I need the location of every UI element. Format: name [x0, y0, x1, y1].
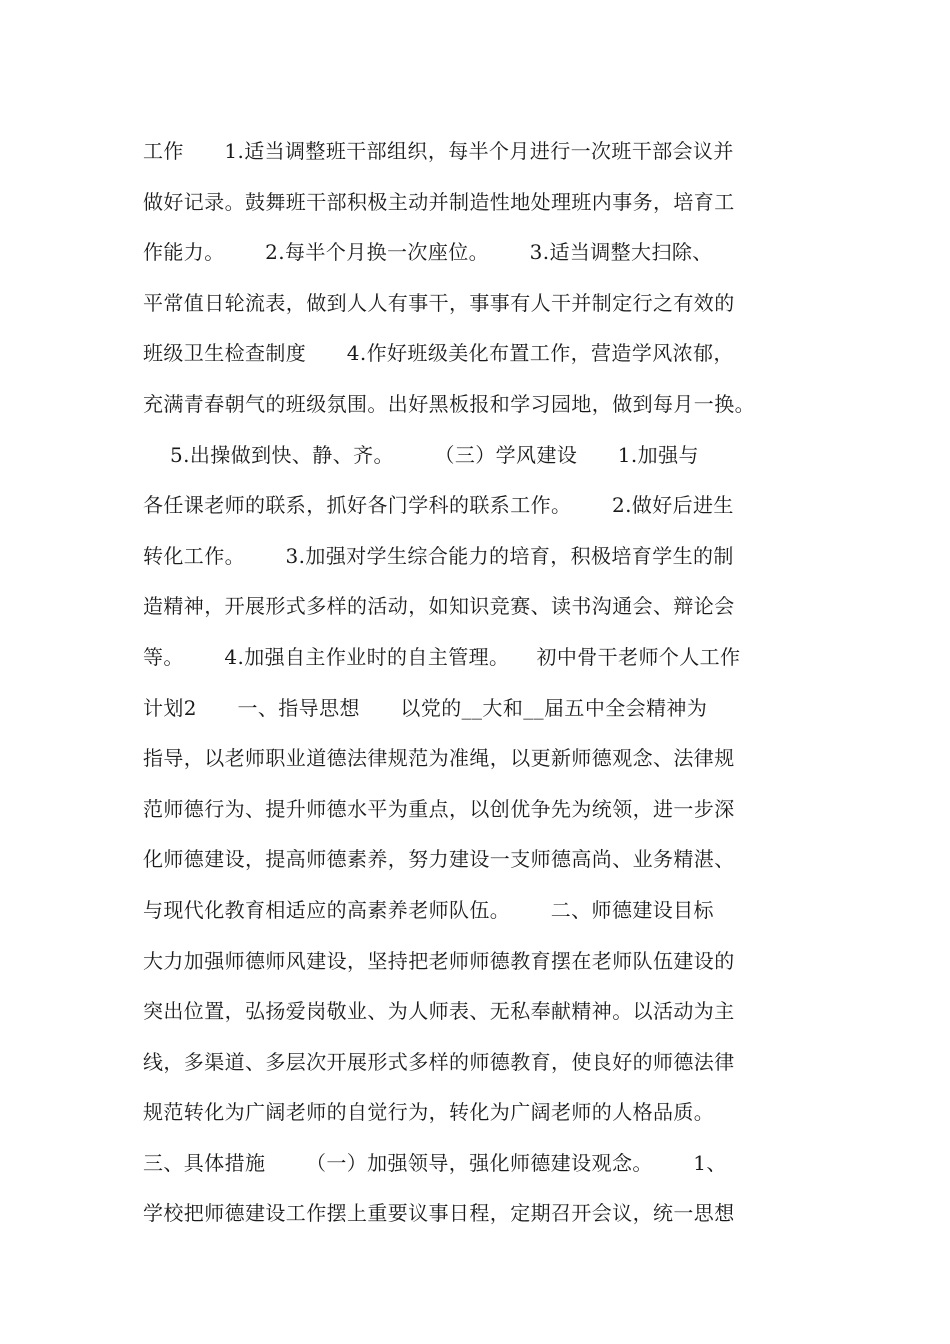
- text-line: 计划2 一、指导思想 以党的__大和__届五中全会精神为: [143, 695, 708, 720]
- text-line: 范师德行为、提升师德水平为重点，以创优争先为统领，进一步深: [143, 796, 735, 821]
- text-line: 充满青春朝气的班级氛围。出好黑板报和学习园地，做到每月一换。: [143, 391, 755, 416]
- text-line: 等。 4.加强自主作业时的自主管理。 初中骨干老师个人工作: [143, 644, 741, 669]
- document-body: [143, 126, 823, 1239]
- text-line: 平常值日轮流表，做到人人有事干，事事有人干并制定行之有效的: [143, 290, 735, 315]
- text-line: 各任课老师的联系，抓好各门学科的联系工作。 2.做好后进生: [143, 493, 734, 518]
- text-line: 大力加强师德师风建设，坚持把老师师德教育摆在老师队伍建设的: [143, 948, 735, 973]
- text-line: 突出位置，弘扬爱岗敬业、为人师表、无私奉献精神。以活动为主: [143, 999, 735, 1024]
- text-line: 指导，以老师职业道德法律规范为准绳，以更新师德观念、法律规: [143, 746, 735, 771]
- text-line: 学校把师德建设工作摆上重要议事日程，定期召开会议，统一思想: [143, 1201, 735, 1226]
- text-line: 做好记录。鼓舞班干部积极主动并制造性地处理班内事务，培育工: [143, 189, 735, 214]
- text-line: 造精神，开展形式多样的活动，如知识竞赛、读书沟通会、辩论会: [143, 594, 735, 619]
- text-line: 与现代化教育相适应的高素养老师队伍。 二、师德建设目标: [143, 897, 714, 922]
- text-line: 工作 1.适当调整班干部组织，每半个月进行一次班干部会议并: [143, 139, 734, 163]
- text-line: 转化工作。 3.加强对学生综合能力的培育，积极培育学生的制: [143, 543, 734, 568]
- text-line: 化师德建设，提高师德素养，努力建设一支师德高尚、业务精湛、: [143, 847, 735, 872]
- text-line: 5.出操做到快、静、齐。 （三）学风建设 1.加强与: [143, 442, 699, 467]
- text-line: 三、具体措施 （一）加强领导，强化师德建设观念。 1、: [143, 1150, 727, 1175]
- text-line: 作能力。 2.每半个月换一次座位。 3.适当调整大扫除、: [143, 240, 713, 265]
- text-line: 班级卫生检查制度 4.作好班级美化布置工作，营造学风浓郁，: [143, 341, 734, 366]
- text-line: 规范转化为广阔老师的自觉行为，转化为广阔老师的人格品质。: [143, 1100, 715, 1125]
- text-line: 线，多渠道、多层次开展形式多样的师德教育，使良好的师德法律: [143, 1049, 735, 1074]
